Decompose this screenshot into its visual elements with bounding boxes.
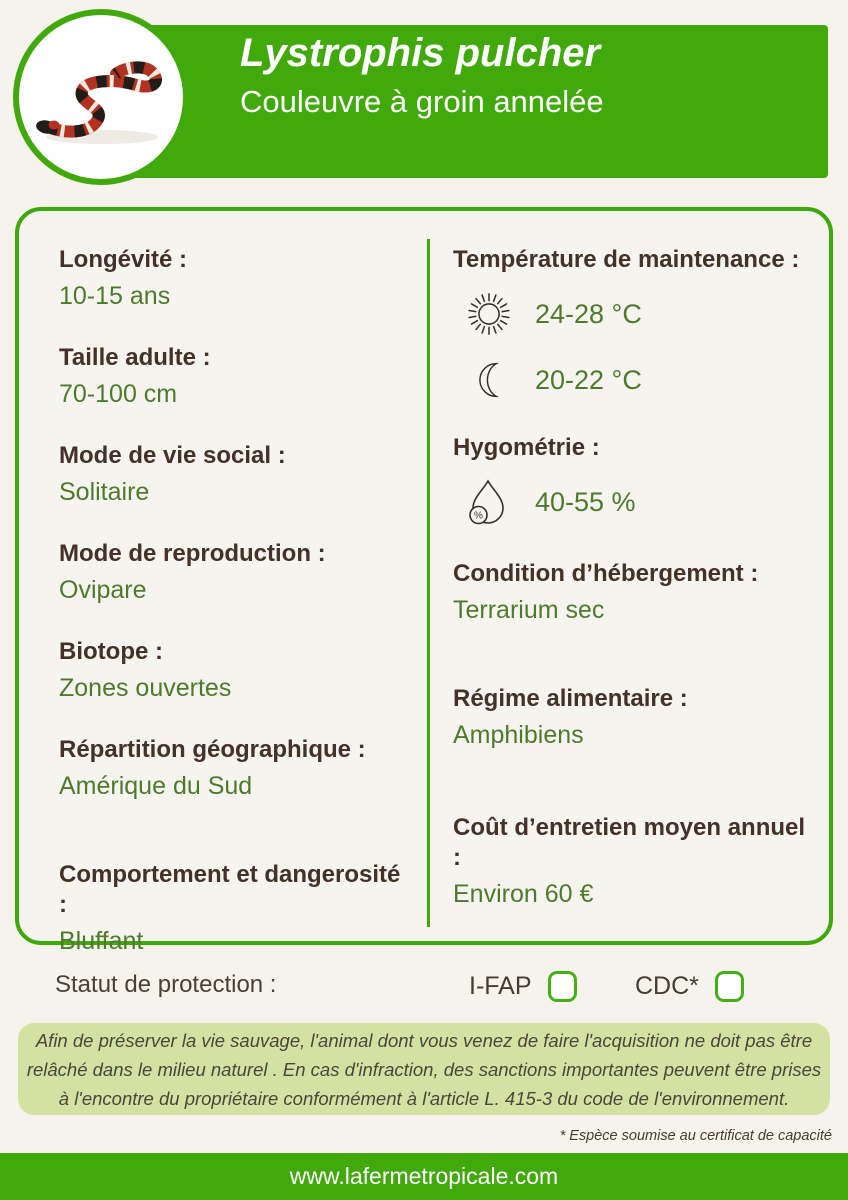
housing-label: Condition d’hébergement : xyxy=(453,560,759,587)
header-titles xyxy=(240,30,604,120)
social-mode-label: Mode de vie social : xyxy=(59,442,286,469)
social-mode-value: Solitaire xyxy=(59,478,150,506)
cdc-checkbox[interactable] xyxy=(715,971,744,1002)
longevity-label: Longévité : xyxy=(59,246,188,273)
cdc-label: CDC* xyxy=(635,971,699,1000)
night-temperature-value: 20-22 °C xyxy=(535,364,642,395)
temperature-label: Température de maintenance : xyxy=(453,246,800,273)
info-card xyxy=(15,207,833,955)
right-column xyxy=(453,245,813,910)
website-url[interactable]: www.lafermetropicale.com xyxy=(289,1163,559,1189)
page-subtitle: Couleuvre à groin annelée xyxy=(240,84,604,119)
disclaimer-line-2: relâché dans le milieu naturel . En cas d'infraction, des sanctions importantes peuvent être prises xyxy=(26,1058,822,1080)
diet-value: Amphibiens xyxy=(453,721,584,749)
footnote: * Espèce soumise au certificat de capacité xyxy=(559,1128,832,1144)
behavior-value: Bluffant xyxy=(59,927,144,955)
geography-label: Répartition géographique : xyxy=(59,736,366,763)
left-column xyxy=(59,245,414,988)
snake-photo-illustration xyxy=(25,41,177,153)
moon-icon xyxy=(463,360,515,400)
disclaimer-box xyxy=(18,1023,830,1115)
biotope-value: Zones ouvertes xyxy=(59,674,232,702)
protection-label: Statut de protection : xyxy=(55,971,277,998)
humidity-value: 40-55 % xyxy=(535,486,636,517)
reproduction-label: Mode de reproduction : xyxy=(59,540,326,567)
footer-band xyxy=(0,1153,848,1200)
ifap-label: I-FAP xyxy=(469,971,532,1000)
biotope-section xyxy=(59,637,414,704)
adult-size-label: Taille adulte : xyxy=(59,344,211,371)
species-photo xyxy=(13,9,189,185)
biotope-label: Biotope : xyxy=(59,638,163,665)
geography-section xyxy=(59,735,414,802)
reproduction-section xyxy=(59,539,414,606)
column-divider xyxy=(427,239,430,927)
behavior-label: Comportement et dangerosité : xyxy=(59,861,401,918)
cdc-group xyxy=(635,966,744,1006)
longevity-section xyxy=(59,245,414,312)
sun-icon xyxy=(463,290,515,338)
cost-value: Environ 60 € xyxy=(453,880,594,908)
page-title: Lystrophis pulcher xyxy=(240,31,601,75)
reproduction-value: Ovipare xyxy=(59,576,147,604)
day-temperature-row xyxy=(463,287,813,341)
hygrometry-label: Hygométrie : xyxy=(453,434,600,461)
humidity-drop-icon xyxy=(463,478,515,526)
protection-status-row xyxy=(55,966,833,1006)
adult-size-value: 70-100 cm xyxy=(59,380,178,408)
adult-size-section xyxy=(59,343,414,410)
humidity-row xyxy=(463,475,813,529)
disclaimer-line-3: à l'encontre du propriétaire conformément à l'article L. 415-3 du code de l'environnement. xyxy=(58,1087,790,1109)
diet-label: Régime alimentaire : xyxy=(453,685,688,712)
ifap-checkbox[interactable] xyxy=(548,971,577,1002)
disclaimer-line-1: Afin de préserver la vie sauvage, l'animal dont vous venez de faire l'acquisition ne doit pas être xyxy=(35,1029,813,1051)
ifap-group xyxy=(469,966,577,1006)
geography-value: Amérique du Sud xyxy=(59,772,253,800)
day-temperature-value: 24-28 °C xyxy=(535,298,642,329)
behavior-section xyxy=(59,860,414,957)
cost-label: Coût d’entretien moyen annuel : xyxy=(453,814,806,871)
svg-text:%: % xyxy=(474,510,483,522)
night-temperature-row xyxy=(463,353,813,407)
social-mode-section xyxy=(59,441,414,508)
housing-value: Terrarium sec xyxy=(453,596,605,624)
longevity-value: 10-15 ans xyxy=(59,282,171,310)
